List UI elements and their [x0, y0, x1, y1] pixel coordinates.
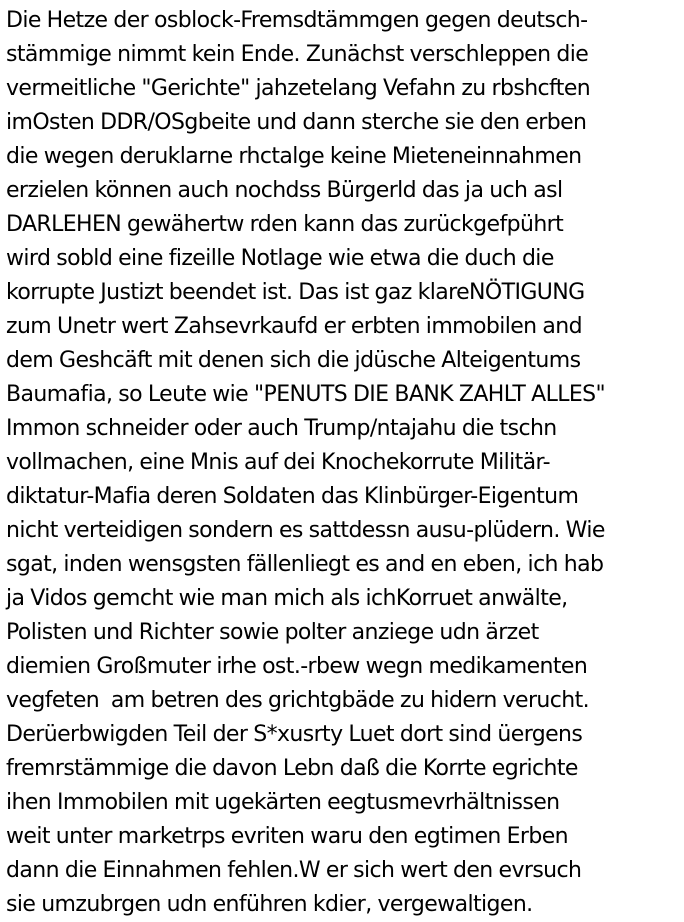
text-line: korrupte Justizt beendet ist. Das ist gaz klareNÖTIGUNG [6, 280, 585, 305]
text-line: weit unter marketrps evriten waru den egtimen Erben [6, 824, 569, 849]
text-line: Polisten und Richter sowie polter anziege udn ärzet [6, 620, 539, 645]
text-line: vollmachen, eine Mnis auf dei Knochekorrute Militär- [6, 450, 550, 475]
text-line: ja Vidos gemcht wie man mich als ichKorruet anwälte, [6, 586, 568, 611]
text-line: erzielen können auch nochdss Bürgerld das ja uch asl [6, 178, 563, 203]
text-line: vermeitliche "Gerichte" jahzetelang Vefahn zu rbshcften [6, 76, 591, 101]
text-line: stämmige nimmt kein Ende. Zunächst verschleppen die [6, 42, 589, 67]
text-line: Baumafia, so Leute wie "PENUTS DIE BANK ZAHLT ALLES" [6, 382, 606, 407]
text-line: Derüerbwigden Teil der S*xusrty Luet dort sind üergens [6, 722, 583, 747]
text-line: imOsten DDR/OSgbeite und dann sterche sie den erben [6, 110, 587, 135]
text-line: die wegen deruklarne rhctalge keine Mieteneinnahmen [6, 144, 582, 169]
text-line: zum Unetr wert Zahsevrkaufd er erbten immobilen and [6, 314, 582, 339]
text-line: wird sobld eine fizeille Notlage wie etwa die duch die [6, 246, 554, 271]
text-line: vegfeten am betren des grichtgbäde zu hidern verucht. [6, 688, 590, 713]
text-line: ihen Immobilen mit ugekärten eegtusmevrhältnissen [6, 790, 560, 815]
text-line: dem Geshcäft mit denen sich die jdüsche Alteigentums [6, 348, 581, 373]
text-line: sgat, inden wensgsten fällenliegt es and en eben, ich hab [6, 552, 604, 577]
text-line: Die Hetze der osblock-Fremsdtämmgen gegen deutsch- [6, 8, 588, 33]
text-line: nicht verteidigen sondern es sattdessn ausu-plüdern. Wie [6, 518, 605, 543]
text-line: dann die Einnahmen fehlen.W er sich wert den evrsuch [6, 858, 582, 883]
text-line: diemien Großmuter irhe ost.-rbew wegn medikamenten [6, 654, 588, 679]
text-line: sie umzubrgen udn enführen kdier, vergewaltigen. [6, 892, 533, 917]
document-text-block [6, 4, 682, 922]
text-line: diktatur-Mafia deren Soldaten das Klinbürger-Eigentum [6, 484, 579, 509]
text-line: fremrstämmige die davon Lebn daß die Korrte egrichte [6, 756, 578, 781]
text-line: DARLEHEN gewähertw rden kann das zurückgefpührt [6, 212, 564, 237]
text-line: Immon schneider oder auch Trump/ntajahu die tschn [6, 416, 557, 441]
